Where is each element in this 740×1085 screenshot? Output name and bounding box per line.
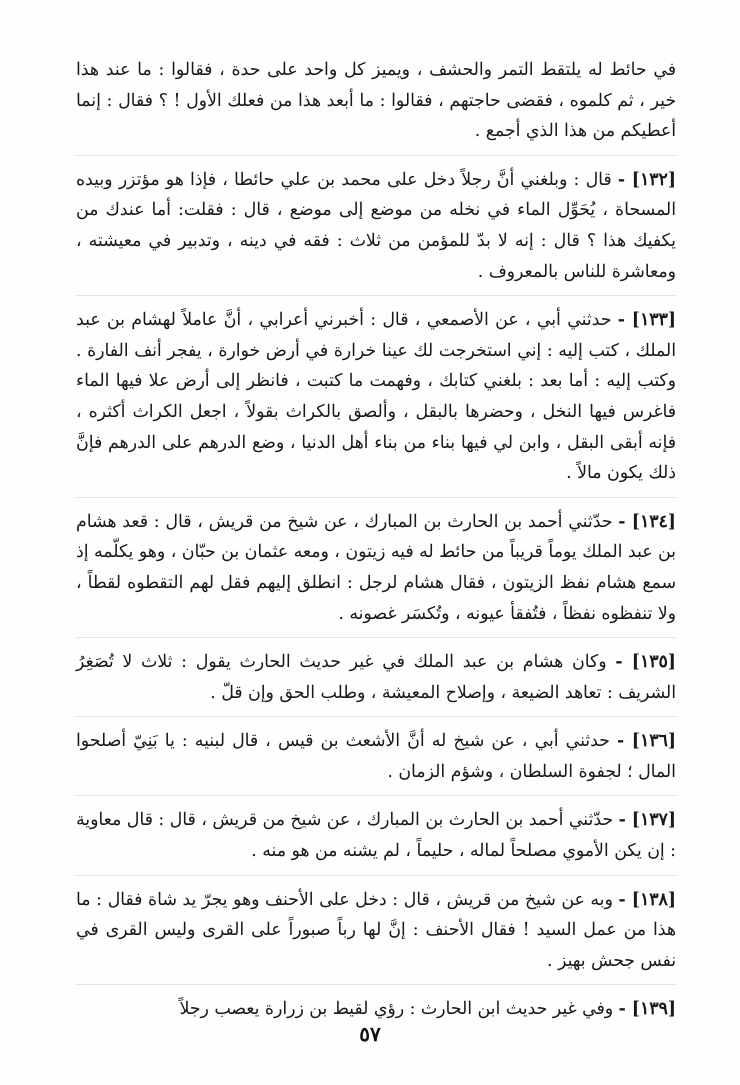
paragraph: [١٣٥] - وكان هشام بن عبد الملك في غير حديث الحارث يقول : ثلاث لا تُصَغِرُ الشريف : تعاهد الضيعة ، وإصلاح المعيشة ، وطلب الحق وإن قلّ .: [76, 647, 676, 717]
paragraph: [١٣٧] - حدّثني أحمد بن الحارث بن المبارك ، عن شيخ من قريش ، قال : قال معاوية : إن يكن الأموي مصلحاً لماله ، حليماً ، لم يشنه من هو منه .: [76, 805, 676, 875]
paragraph: [١٣٢] - قال : وبلغني أنَّ رجلاً دخل على محمد بن علي حائطا ، فإذا هو مؤتزر وبيده المسحاة ، يُحَوِّل الماء في نخله من موضع إلى موضع ، قال : فقلت: أما عندك من يكفيك هذا ؟ قال : إنه لا بدّ للمؤمن من ثلاث : فقه في دينه ، وتدبير في معيشته ، ومعاشرة للناس بالمعروف .: [76, 165, 676, 296]
paragraph: [١٣٤] - حدّثني أحمد بن الحارث بن المبارك ، عن شيخ من قريش ، قال : قعد هشام بن عبد الملك يوماً قريباً من حائط له فيه زيتون ، ومعه عثمان بن حبّان ، وهو يكلّمه إذ سمع هشام نفظ الزيتون ، فقال هشام لرجل : انطلق إليهم فقل لهم التقطوه لقطاً ، ولا تنفظوه نفظاً ، فتُفقأ عيونه ، وتُكسَر غصونه .: [76, 507, 676, 638]
paragraph: [١٣٩] - وفي غير حديث ابن الحارث : رؤي لقيط بن زرارة يعصب رجلاً: [179, 999, 676, 1020]
page-text: [76, 55, 676, 1042]
page-number: ٥٧: [359, 1022, 381, 1046]
paragraph-number: [١٣٥] -: [615, 652, 676, 673]
paragraph: في حائط له يلتقط التمر والحشف ، ويميز كل واحد على حدة ، فقالوا : ما عند هذا خير ، ثم كلموه ، فقضى حاجتهم ، فقالوا : ما أبعد هذا من فعلك الأول ! ؟ فقال : إنما أعطيكم من هذا الذي أجمع .: [76, 55, 676, 156]
paragraph-number: [١٣٢] -: [617, 169, 676, 190]
paragraph-number: [١٣٣] -: [617, 310, 676, 331]
paragraph-number: [١٣٧] -: [618, 810, 676, 831]
paragraph-number: [١٣٦] -: [616, 731, 676, 752]
paragraph-number: [١٣٨] -: [618, 889, 676, 910]
paragraph-number: [١٣٤] -: [618, 511, 676, 532]
paragraph-number: [١٣٩] -: [618, 999, 676, 1020]
paragraph: [١٣٨] - وبه عن شيخ من قريش ، قال : دخل على الأحنف وهو يجرّ يد شاة فقال : ما هذا من عمل السيد ! فقال الأحنف : إنَّ لها رباً صبوراً على القرى وليس القرى في نفس جحش بهيز .: [76, 885, 676, 986]
paragraph: [١٣٦] - حدثني أبي ، عن شيخ له أنَّ الأشعث بن قيس ، قال لبنيه : يا بَنِيّ أصلحوا المال ؛ لجفوة السلطان ، وشؤم الزمان .: [76, 726, 676, 796]
paragraph: [١٣٣] - حدثني أبي ، عن الأصمعي ، قال : أخبرني أعرابي ، أنَّ عاملاً لهشام بن عبد الملك ، كتب إليه : إني استخرجت لك عينا خرارة في أرض خوارة ، يفجر أنف الفارة . وكتب إليه : أما بعد : بلغني كتابك ، وفهمت ما كتبت ، فانظر إلى أرض علا فيها الماء فاغرس فيها النخل ، وحضرها بالبقل ، وألصق بالكراث بقولاً ، اجعل الكراث أكثره ، فإنه أبقى البقل ، وابن لي فيها بناء من بناء أهل الدنيا ، وضع الدرهم على الدرهم فإنَّ ذلك يكون مالاً .: [76, 305, 676, 498]
